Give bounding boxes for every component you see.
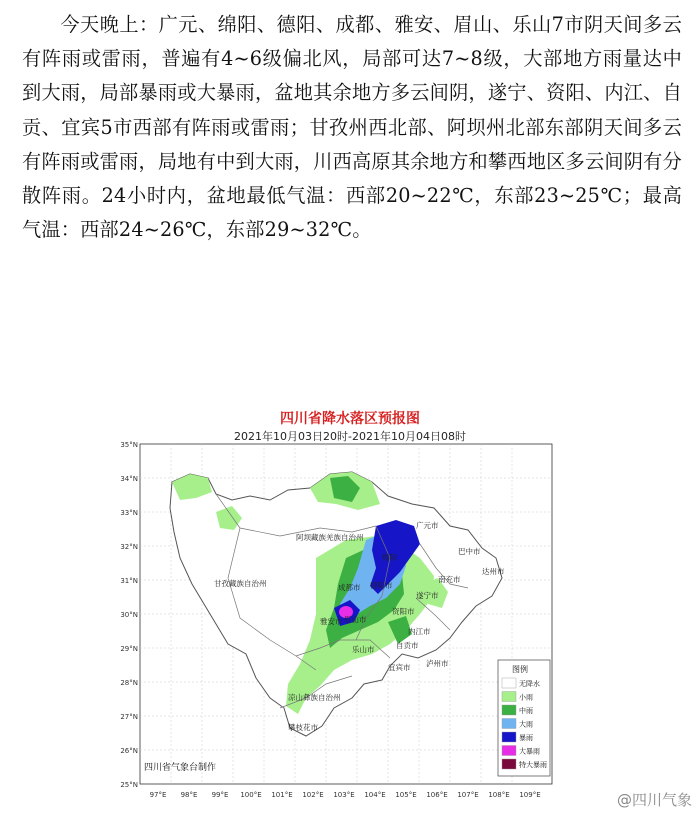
- map-credit: 四川省气象台制作: [144, 763, 217, 773]
- legend-label: 暴雨: [519, 734, 533, 742]
- lat-label: 34°N: [120, 475, 138, 483]
- map-legend: [498, 660, 550, 776]
- legend-label: 大雨: [519, 720, 533, 729]
- lat-label: 31°N: [120, 577, 138, 585]
- label-meishan: 眉山市: [344, 615, 367, 624]
- weibo-watermark: @四川气象: [616, 791, 692, 809]
- lon-label: 98°E: [180, 791, 198, 799]
- label-zigong: 自贡市: [396, 641, 419, 650]
- lon-label: 106°E: [426, 791, 448, 799]
- lon-label: 101°E: [271, 791, 293, 799]
- legend-swatch: [502, 746, 516, 756]
- label-ganzi: 甘孜藏族自治州: [214, 579, 267, 588]
- map-title: 四川省降水落区预报图: [280, 411, 420, 427]
- legend-swatch: [502, 692, 516, 702]
- lon-label: 107°E: [457, 791, 479, 799]
- lon-label: 99°E: [211, 791, 229, 799]
- lat-label: 26°N: [120, 747, 138, 755]
- label-suining: 遂宁市: [416, 591, 439, 600]
- label-neijiang: 内江市: [408, 627, 431, 636]
- lon-label: 109°E: [519, 791, 541, 799]
- legend-label: 大暴雨: [519, 747, 540, 756]
- legend-swatch: [502, 705, 516, 715]
- label-ya-an: 雅安市: [320, 617, 343, 626]
- lat-label: 32°N: [120, 543, 138, 551]
- label-ziyang: 资阳市: [392, 607, 415, 616]
- lon-label: 108°E: [488, 791, 510, 799]
- label-panzhihua: 攀枝花市: [288, 723, 318, 732]
- lat-label: 27°N: [120, 713, 138, 721]
- legend-swatch: [502, 678, 516, 688]
- legend-label: 小雨: [519, 693, 533, 702]
- legend-swatch: [502, 759, 516, 769]
- label-leshan: 乐山市: [352, 645, 375, 654]
- label-luzhou: 泸州市: [426, 659, 449, 668]
- map-subtitle: 2021年10月03日20时-2021年10月04日08时: [234, 430, 466, 443]
- lat-label: 33°N: [120, 509, 138, 517]
- lon-label: 100°E: [240, 791, 262, 799]
- lon-label: 105°E: [395, 791, 417, 799]
- forecast-paragraph: [22, 8, 682, 247]
- lon-label: 104°E: [364, 791, 386, 799]
- lon-label: 102°E: [302, 791, 324, 799]
- lat-label: 30°N: [120, 611, 138, 619]
- label-aba: 阿坝藏族羌族自治州: [296, 533, 364, 542]
- legend-swatch: [502, 732, 516, 742]
- precipitation-map: [120, 408, 580, 808]
- label-guangyuan: 广元市: [416, 521, 439, 530]
- map-canvas: [120, 408, 580, 808]
- label-dazhou: 达州市: [482, 567, 505, 576]
- legend-label: 特大暴雨: [519, 761, 547, 769]
- label-mianyang: 绵阳: [382, 553, 397, 562]
- legend-label: 无降水: [519, 680, 540, 688]
- lon-label: 103°E: [333, 791, 355, 799]
- lon-label: 97°E: [149, 791, 167, 799]
- legend-title: 图例: [512, 665, 528, 674]
- lat-label: 29°N: [120, 645, 138, 653]
- lat-label: 35°N: [120, 441, 138, 449]
- label-nanchong: 南充市: [438, 575, 461, 584]
- label-chengdu: 成都市: [338, 583, 361, 592]
- lat-label: 25°N: [120, 781, 138, 789]
- lat-label: 28°N: [120, 679, 138, 687]
- label-liangshan: 凉山彝族自治州: [288, 693, 341, 702]
- legend-label: 中雨: [519, 707, 533, 715]
- label-bazhong: 巴中市: [458, 547, 481, 556]
- label-yibin: 宜宾市: [388, 663, 411, 672]
- label-deyang: 德阳市: [370, 581, 393, 590]
- forecast-text: 今天晚上：广元、绵阳、德阳、成都、雅安、眉山、乐山7市阴天间多云有阵雨或雷雨，普遍有4~6级偏北风，局部可达7~8级，大部地方雨量达中到大雨，局部暴雨或大暴雨，盆地其余地方多云间阴，遂宁、资阳、内江、自贡、宜宾5市西部有阵雨或雷雨；甘孜州西北部、阿坝州北部东部阴天间多云有阵雨或雷雨，局地有中到大雨，川西高原其余地方和攀西地区多云间阴有分散阵雨。24小时内，盆地最低气温：西部20~22℃，东部23~25℃；最高气温：西部24~26℃，东部29~32℃。: [22, 13, 682, 242]
- legend-swatch: [502, 719, 516, 729]
